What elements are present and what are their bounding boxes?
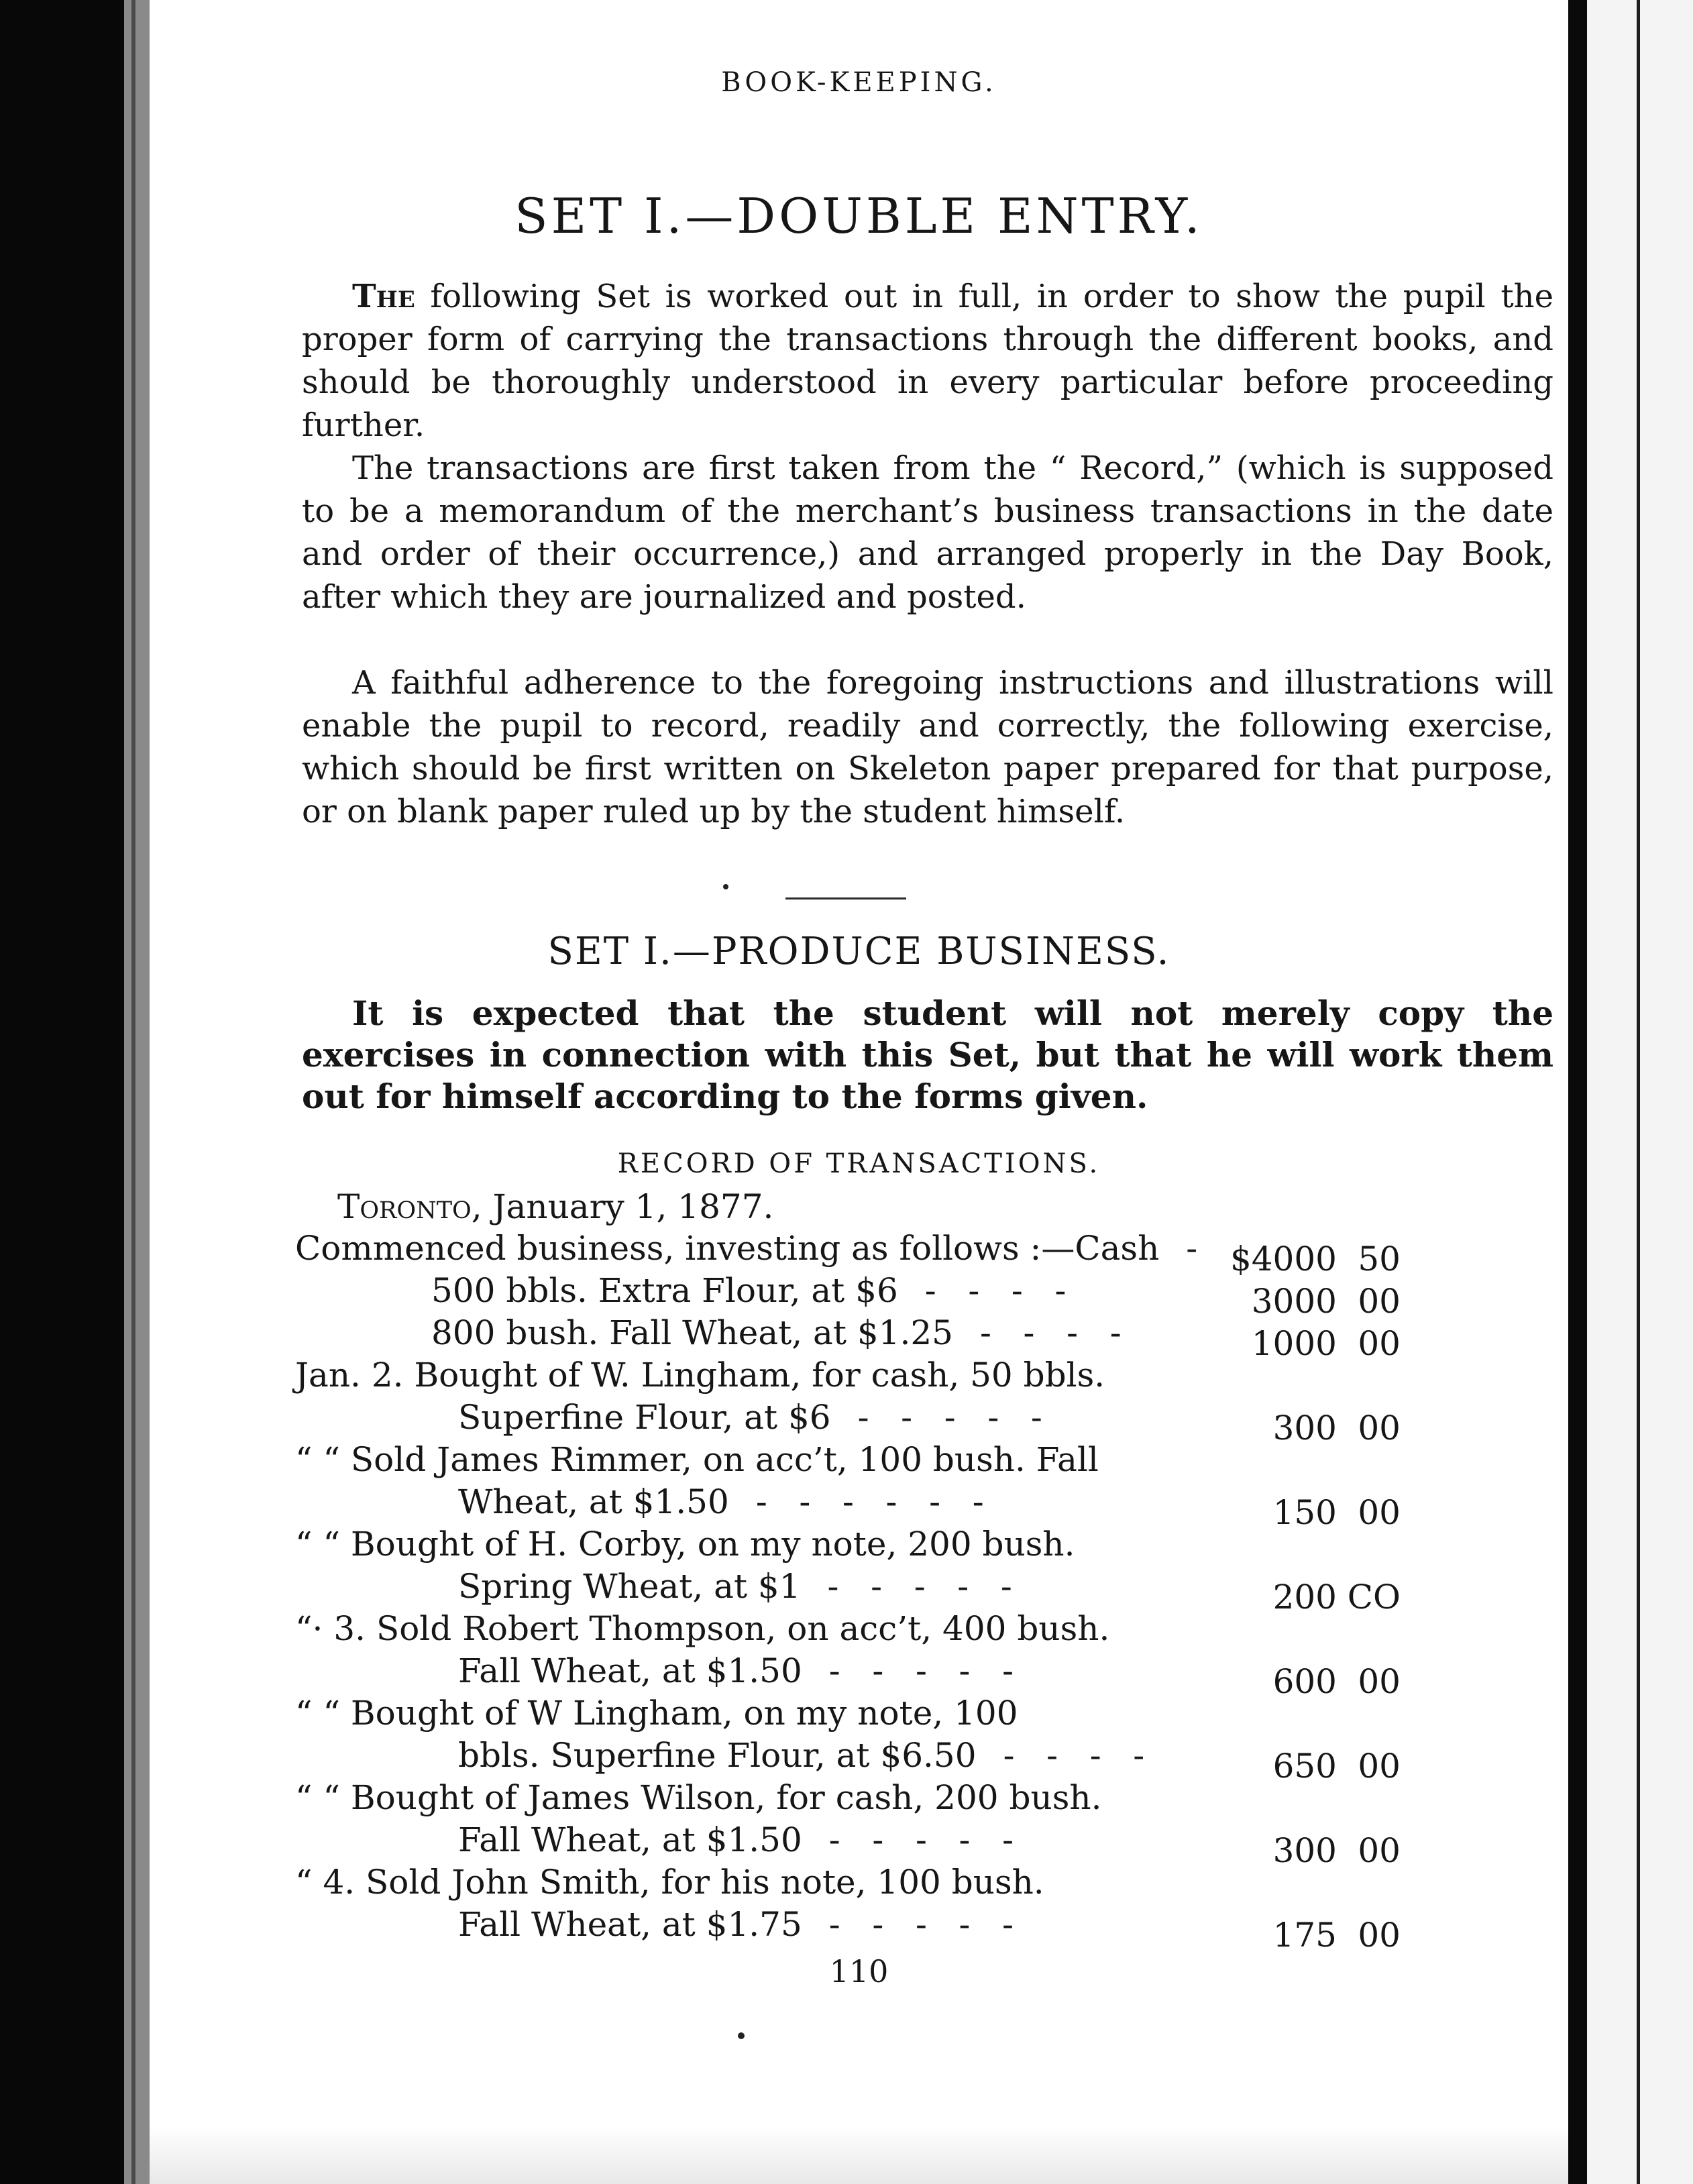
- entry-amount: [1223, 1747, 1401, 1786]
- record-dateline: [337, 1187, 773, 1226]
- record-entry-line: [295, 1609, 1109, 1648]
- section-divider: [785, 897, 906, 899]
- entry-text: Jan. 2. Bought of W. Lingham, for cash, 50 bbls.: [295, 1356, 1105, 1395]
- produce-business-title: SET I.—PRODUCE BUSINESS.: [547, 930, 1170, 973]
- book-page: [150, 0, 1568, 2184]
- record-entry-line: [458, 1567, 1012, 1606]
- entry-amount: [1223, 1662, 1401, 1701]
- entry-amount: [1223, 1409, 1401, 1448]
- amount-dollars: 150: [1272, 1493, 1337, 1532]
- leader-dashes: - - - - -: [828, 1905, 1014, 1944]
- amount-cents: 00: [1358, 1747, 1401, 1786]
- produce-note: It is expected that the student will not merely copy the exercises in connection with this Set, but that he will work them out for himself according to the forms given.: [302, 993, 1553, 1116]
- leader-dashes: - - - -: [979, 1313, 1122, 1352]
- amount-dollars: 300: [1272, 1409, 1337, 1448]
- page-number: 110: [829, 1953, 889, 1989]
- record-heading: RECORD OF TRANSACTIONS.: [617, 1148, 1101, 1179]
- leader-dashes: - - - - -: [828, 1651, 1014, 1690]
- scan-gutter: [1568, 0, 1587, 2184]
- leader-dashes: - - - - -: [857, 1398, 1042, 1437]
- entry-text: 800 bush. Fall Wheat, at $1.25: [431, 1313, 953, 1352]
- entry-amount: [1223, 1916, 1401, 1955]
- book-spine: [124, 0, 150, 2184]
- amount-dollars: 3000: [1251, 1282, 1337, 1321]
- entry-text: Wheat, at $1.50: [458, 1482, 729, 1521]
- entry-amount: [1223, 1282, 1401, 1321]
- amount-cents: 00: [1358, 1662, 1401, 1701]
- entry-text: “ “ Bought of James Wilson, for cash, 200 bush.: [295, 1778, 1102, 1817]
- entry-text: bbls. Superfine Flour, at $6.50: [458, 1736, 977, 1775]
- leader-dashes: - - - - -: [828, 1820, 1014, 1859]
- record-entry-line: [458, 1905, 1014, 1944]
- record-entry-line: [295, 1356, 1105, 1395]
- facing-page-line: [1637, 0, 1640, 2184]
- scan-left-margin: [0, 0, 124, 2184]
- entry-text: 500 bbls. Extra Flour, at $6: [431, 1271, 898, 1310]
- amount-dollars: $4000: [1230, 1240, 1337, 1278]
- entry-text: Commenced business, investing as follows :—Cash: [295, 1229, 1160, 1268]
- entry-amount: [1223, 1240, 1401, 1278]
- leader-dashes: - - - - -: [827, 1567, 1012, 1606]
- paragraph-lead-word: The: [352, 278, 415, 315]
- record-entry-line: [295, 1525, 1075, 1564]
- leader-dashes: -: [1186, 1229, 1198, 1268]
- entry-text: “· 3. Sold Robert Thompson, on acc’t, 400 bush.: [295, 1609, 1110, 1648]
- entry-amount: [1223, 1324, 1401, 1363]
- amount-cents: 50: [1358, 1240, 1401, 1278]
- amount-dollars: 175: [1272, 1916, 1337, 1955]
- print-speck: [723, 884, 728, 889]
- record-entry-line: [295, 1694, 1018, 1733]
- intro-paragraph-3: A faithful adherence to the foregoing instructions and illustrations will enable the pupil to record, readily and correctly, the following exercise, which should be first written on Skeleton paper prepared for that purpose, or on blank paper ruled up by the student himself.: [302, 664, 1553, 830]
- record-entry-line: [458, 1820, 1014, 1859]
- entry-text: “ 4. Sold John Smith, for his note, 100 bush.: [295, 1863, 1044, 1902]
- entry-text: “ “ Bought of H. Corby, on my note, 200 bush.: [295, 1525, 1075, 1564]
- dateline-city: Toronto: [337, 1187, 472, 1226]
- amount-dollars: 650: [1272, 1747, 1337, 1786]
- print-speck: [738, 2032, 745, 2039]
- set-title: SET I.—DOUBLE ENTRY.: [514, 188, 1203, 244]
- entry-text: “ “ Sold James Rimmer, on acc’t, 100 bush. Fall: [295, 1440, 1099, 1479]
- entry-text: Fall Wheat, at $1.50: [458, 1820, 802, 1859]
- entry-text: Spring Wheat, at $1: [458, 1567, 801, 1606]
- record-entry-line: [458, 1651, 1014, 1690]
- spine-shadow-line: [131, 0, 135, 2184]
- leader-dashes: - - - - - -: [755, 1482, 984, 1521]
- running-head: BOOK-KEEPING.: [721, 67, 997, 98]
- entry-text: Fall Wheat, at $1.75: [458, 1905, 802, 1944]
- amount-dollars: 600: [1272, 1662, 1337, 1701]
- entry-amount: [1223, 1831, 1401, 1870]
- amount-dollars: 1000: [1251, 1324, 1337, 1363]
- amount-cents: 00: [1358, 1831, 1401, 1870]
- record-entry-line: [458, 1482, 984, 1521]
- record-entry-line: [431, 1313, 1122, 1352]
- record-entry-line: [295, 1863, 1044, 1902]
- amount-cents: 00: [1358, 1409, 1401, 1448]
- amount-cents: 00: [1358, 1916, 1401, 1955]
- record-entry-line: [295, 1229, 1197, 1268]
- record-entry-line: [295, 1440, 1099, 1479]
- entry-amount: [1223, 1578, 1401, 1617]
- record-entry-line: [458, 1398, 1042, 1437]
- amount-dollars: 300: [1272, 1831, 1337, 1870]
- leader-dashes: - - - -: [1003, 1736, 1145, 1775]
- record-entry-line: [458, 1736, 1144, 1775]
- entry-amount: [1223, 1493, 1401, 1532]
- intro-paragraph-2: The transactions are first taken from the “ Record,” (which is supposed to be a memorandum of the merchant’s business transactions in the date and order of their occurrence,) and arranged properly in the Day Book, after which they are journalized and posted.: [302, 449, 1553, 616]
- dateline-date: , January 1, 1877.: [471, 1187, 774, 1226]
- paragraph-text: following Set is worked out in full, in order to show the pupil the proper form of carrying the transactions through the different books, and should be thoroughly understood in every particular before proceeding further.: [302, 278, 1553, 444]
- amount-cents: 00: [1358, 1493, 1401, 1532]
- facing-page-edge: [1587, 0, 1693, 2184]
- amount-cents: CO: [1347, 1578, 1401, 1617]
- intro-paragraph-1: [302, 275, 1553, 447]
- entry-text: “ “ Bought of W Lingham, on my note, 100: [295, 1694, 1018, 1733]
- leader-dashes: - - - -: [924, 1271, 1067, 1310]
- amount-cents: 00: [1358, 1282, 1401, 1321]
- entry-text: Fall Wheat, at $1.50: [458, 1651, 802, 1690]
- record-entry-line: [295, 1778, 1101, 1817]
- entry-text: Superfine Flour, at $6: [458, 1398, 831, 1437]
- record-entry-line: [431, 1271, 1066, 1310]
- amount-dollars: 200: [1272, 1578, 1337, 1617]
- amount-cents: 00: [1358, 1324, 1401, 1363]
